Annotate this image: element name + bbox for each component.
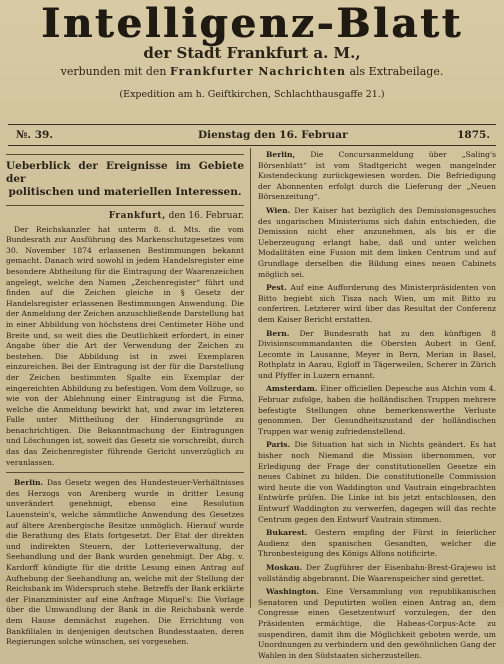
paragraph-keyword: Berlin. (14, 478, 44, 488)
news-item-text: Gestern empfing der Fürst in feierlicher Audienz den spanischen Gesandten, welcher die Thronbesteigung des Königs Alfons notificirte. (258, 528, 496, 559)
supplement-post: als Extrabeilage. (349, 65, 444, 78)
news-item-text: Eine Versammlung von republikanischen Senatoren und Deputirten wollen einen Antrag an, dem Congresse einen Gesetzentwurf vorzulegen, der den Präsidenten ermächtige, die Habeas-Corpus-Acte zu suspendiren, damit ihm die Möglichkeit geboten werde, um Unordnungen zu verhindern und den gewöhnlichen Gang der Wahlen in den Südstaaten sicherzustellen. (258, 587, 496, 660)
news-item-text: Der Kaiser hat bezüglich des Demissionsgesuches des ungarischen Ministeriums sich dahin entschieden, die Demission nicht eher anzunehmen, als bis er die Ueberzeugung erlangt habe, daß und unter welchen Modalitäten eine Fusion mit dem linken Centrum und auf Grundlage derselben die Bildung eines neuen Cabinets möglich sei. (258, 205, 496, 279)
section-rule (6, 154, 244, 155)
news-item-place: Wien. (266, 205, 291, 215)
left-column (6, 150, 244, 651)
news-item-place: Amsterdam. (266, 384, 318, 394)
news-item (258, 329, 496, 382)
paragraph-text: Das Gesetz wegen des Hundesteuer-Verhältnisses des Herzogs von Arenberg wurde in dritter Lesung unverändert genehmigt, ebenso eine Resolution Lauenstein's, welche sämmtliche Anwendung des Gesetzes auf ältere Arenbergische Besitze unmöglich. Hierauf wurde die Berathung des Etats fortgesetzt. Der Etat der direkten und indirekten Steuern, der Lotterieverwaltung, der Seehandlung und der Bank wurden genehmigt. Der Abg. v. Kardorff kündigte für die dritte Lesung einen Antrag auf Aufhebung der Seehandlung an, welche mit der Stellung der Reichsbank im Widerspruch stehe. Betreffs der Bank erklärte der Finanzminister auf eine Anfrage Miquel's: Die Vorlage über die Umwandlung der Bank in die Reichsbank werde dem Hause demnächst zugehen. Die Errichtung von Bankfilialen in denjenigen deutschen Bundesstaaten, deren Regierungen solche wünschen, sei vorgesehen. (6, 478, 244, 647)
issue-date: Dienstag den 16. Februar (198, 129, 348, 141)
news-item-place: Washington. (266, 587, 320, 597)
article-heading-line1: Ueberblick der Ereignisse im Gebiete der (6, 160, 244, 185)
news-item (258, 587, 496, 661)
article-paragraph: Der Reichskanzler hat unterm 8. d. Mts. die vom Bundesrath zur Ausführung des Markenschutzgesetzes vom 30. November 1874 erlassenen Bestimmungen bekannt gemacht. Danach wird sowohl in jedem Handelsregister eine besondere Abtheilung für die Eintragung der Waarenzeichen angelegt, welche den Namen „Zeichenregister“ führt und finden auf die Zeichen gleiche in § Gesetz der Handelsregister erlassenen Bestimmungen Anwendung. Die der Anmeldung der Zeichen anzuschließende Darstellung hat in einer Abbildung von höchstens drei Centimeter Höhe und Breite und, so weit dies die Deutlichkeit erfordert, in einer Angabe über die Art der Verwendung der Zeichen zu bestehen. Die Abbildung ist in zwei Exemplaren einzureichen. Bei der Eintragung ist der für die Darstellung der Zeichen bestimmten Spalte ein Exemplar der eingereichten Abbildung zu befestigen. Vom dem Vollzuge, so wie von der Ablehnung einer Eintragung ist die Firma, welche die Anmeldung bewirkt hat, und zwar im letzteren Falle unter Mittheilung der Hinderungsgründe zu benachrichtigen. Die Bekanntmachung der Eintragungen und Löschungen ist, soweit das Gesetz sie vorschreibt, durch das das Zeichenregister führende Gericht unverzüglich zu veranlassen. (6, 224, 244, 467)
article-paragraph (6, 478, 244, 648)
masthead-title: Intelligenz-Blatt (41, 0, 463, 47)
issue-year: 1875. (457, 129, 490, 141)
news-item (258, 440, 496, 525)
news-item (258, 206, 496, 280)
news-item (258, 528, 496, 560)
dateline-city: Frankfurt, (108, 211, 166, 221)
news-item-text: Die Concursanmeldung über „Saling's Börsenblatt“ ist vom Stadtgericht wegen mangelnder Kostendeckung zurückgewiesen worden. Die Befriedigung der Abonnenten erfolgt durch die Lieferung der „Neuen Börsenzeitung“. (258, 150, 496, 202)
right-column (258, 150, 496, 664)
article-heading-line2: politischen und materiellen Interessen. (8, 186, 242, 198)
section-rule (6, 472, 244, 473)
section-rule (6, 205, 244, 206)
news-item-place: Paris. (266, 440, 291, 450)
news-item-text: Einer officiellen Depesche aus Atchin vom 4. Februar zufolge, haben die holländischen Truppen mehrere befestigte Stellungen ohne bemerkenswerthe Verluste genommen. Der Gesundheitszustand der holländischen Truppen war wenig zufriedenstellend. (258, 384, 496, 436)
supplement-title: Frankfurter Nachrichten (169, 65, 346, 78)
masthead-supplement-line (0, 65, 504, 79)
news-item-text: Der Zugführer der Eisenbahn-Brest-Grajewo ist vollständig abgebrannt. Die Waarenspeicher sind gerettet. (258, 562, 496, 583)
news-item (258, 283, 496, 325)
news-item (258, 384, 496, 437)
masthead (0, 2, 504, 101)
news-item-text: Die Situation hat sich in Nichts geändert. Es hat bisher noch Niemand die Mission übernommen, vor Erledigung der Frage der constitutionellen Gesetze ein neues Cabinet zu bilden. Die constitutionelle Commission wird heute die von Waddington und Vautrain eingebrachten Entwürfe prüfen. Die Linke ist bis jetzt entschlossen, den Entwurf Waddington zu verwerfen, dagegen will das rechte Centrum gegen den Entwurf Vautrain stimmen. (258, 440, 496, 524)
supplement-pre: verbunden mit den (60, 65, 167, 78)
news-item-place: Bukarest. (266, 528, 308, 538)
dateline-date: den 16. Februar. (168, 211, 244, 221)
news-item (258, 563, 496, 584)
article-heading (6, 160, 244, 199)
column-divider (250, 148, 251, 608)
masthead-expedition: (Expedition am h. Geiftkirchen, Schlachthausgaffe 21.) (119, 89, 385, 100)
news-item-place: Pest. (266, 283, 287, 293)
masthead-subtitle: der Stadt Frankfurt a. M., (143, 44, 361, 62)
news-item-place: Berlin, (266, 150, 296, 159)
news-item-place: Moskau. (266, 562, 303, 572)
issue-dateline (8, 124, 496, 146)
issue-number: №. 39. (16, 129, 53, 141)
news-item-text: Der Bundesrath hat zu den künftigen 8 Divisionscommandanten die Obersten Aubert in Genf, Lecomte in Lausanne, Meyer in Bern, Merian in Basel, Rothplatz in Aarau, Egloff in Tägerweilen, Scherer in Zürich und Pfyffer in Luzern ernannt. (258, 328, 496, 380)
news-item-place: Bern. (266, 328, 290, 338)
article-dateline (6, 211, 244, 222)
news-item-text: Auf eine Aufforderung des Ministerpräsidenten von Bitto begiebt sich Tisza nach Wien, um mit Bitto zu conferiren. Letzterer wird über das Resultat der Conferenz dem Kaiser Bericht erstatten. (258, 283, 496, 324)
news-item (258, 150, 496, 203)
